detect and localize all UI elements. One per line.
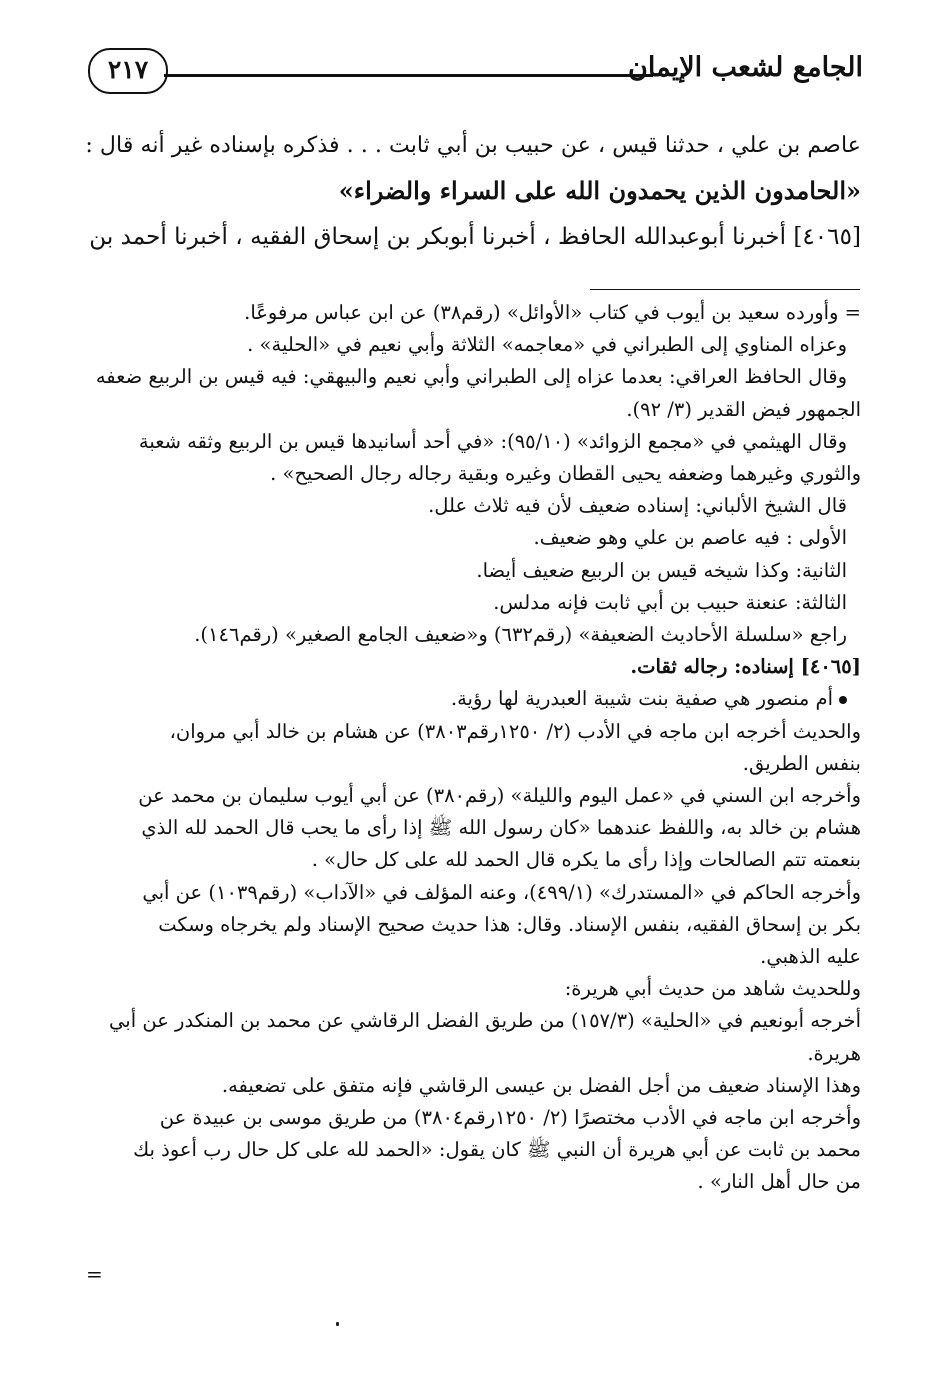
footnote-line: وأخرجه ابن السني في «عمل اليوم والليلة» (رقم٣٨٠) عن أبي أيوب سليمان بن محمد عن	[138, 784, 861, 808]
footnote-line: هريرة.	[807, 1041, 861, 1065]
footnote-line: وقال الهيثمي في «مجمع الزوائد» (٩٥/١٠): «في أحد أسانيدها قيس بن الربيع وثقه شعبة	[138, 429, 847, 453]
footnote-line: بنفس الطريق.	[742, 751, 861, 775]
footnote-separator	[590, 289, 860, 290]
footnote-line: وأخرجه الحاكم في «المستدرك» (٤٩٩/١)، وعنه المؤلف في «الآداب» (رقم١٠٣٩) عن أبي	[142, 880, 861, 904]
footnote-heading: [٤٠٦٥] إسناده: رجاله ثقات.	[630, 655, 861, 679]
footnote-line: والحديث أخرجه ابن ماجه في الأدب (٢/ ١٢٥٠رقم٣٨٠٣) عن هشام بن خالد أبي مروان،	[169, 719, 861, 743]
footnote-line: الثالثة: عنعنة حبيب بن أبي ثابت فإنه مدلس.	[493, 590, 847, 614]
footnote-line: قال الشيخ الألباني: إسناده ضعيف لأن فيه ثلاث علل.	[428, 494, 847, 518]
main-line: [٤٠٦٥] أخبرنا أبوعبدالله الحافظ ، أخبرنا أبوبكر بن إسحاق الفقيه ، أخبرنا أحمد بن	[89, 224, 861, 250]
footnote-line: راجع «سلسلة الأحاديث الضعيفة» (رقم٦٣٢) و«ضعيف الجامع الصغير» (رقم١٤٦).	[194, 623, 847, 647]
footnote-line: وقال الحافظ العراقي: بعدما عزاه إلى الطبراني وأبي نعيم والبيهقي: فيه قيس بن الربيع ضعفه	[95, 365, 847, 389]
scan-speck	[336, 1322, 339, 1326]
bullet-icon	[839, 696, 847, 704]
footnote-line: أخرجه أبونعيم في «الحلية» (١٥٧/٣) من طريق الفضل الرقاشي عن محمد بن المنكدر عن أبي	[109, 1009, 861, 1033]
footnote-line: عليه الذهبي.	[760, 945, 861, 969]
footnote-line: الأولى : فيه عاصم بن علي وهو ضعيف.	[533, 526, 847, 550]
footnote-bullet-line	[80, 683, 861, 715]
main-text	[85, 122, 861, 260]
footnote-line: بكر بن إسحاق الفقيه، بنفس الإسناد. وقال: هذا حديث صحيح الإسناد ولم يخرجاه وسكت	[158, 912, 861, 936]
footnote-line: من حال أهل النار» .	[697, 1170, 861, 1194]
footnote-bullet-text: أم منصور هي صفية بنت شيبة العبدرية لها رؤية.	[450, 687, 833, 711]
header-rule	[164, 74, 653, 77]
footnotes	[80, 297, 861, 1199]
running-title: الجامع لشعب الإيمان	[628, 52, 863, 83]
main-line: عاصم بن علي ، حدثنا قيس ، عن حبيب بن أبي ثابت . . . فذكره بإسناده غير أنه قال :	[85, 132, 861, 158]
hadith-quote: «الحامدون الذين يحمدون الله على السراء والضراء»	[338, 176, 861, 205]
footnote-line: هشام بن خالد به، واللفظ عندهما «كان رسول الله ﷺ إذا رأى ما يحب قال الحمد لله الذي	[141, 816, 861, 840]
page-header	[88, 44, 863, 104]
footnote-line: وعزاه المناوي إلى الطبراني في «معاجمه» الثلاثة وأبي نعيم في «الحلية» .	[247, 333, 847, 357]
continuation-mark: =	[86, 1262, 103, 1286]
footnote-line: محمد بن ثابت عن أبي هريرة أن النبي ﷺ كان يقول: «الحمد لله على كل حال رب أعوذ بك	[133, 1138, 861, 1162]
footnote-line: وأخرجه ابن ماجه في الأدب مختصرًا (٢/ ١٢٥٠رقم٣٨٠٤) من طريق موسى بن عبيدة عن	[159, 1106, 861, 1130]
footnote-line: الثانية: وكذا شيخه قيس بن الربيع ضعيف أيضا.	[476, 558, 847, 582]
footnote-line: الجمهور فيض القدير (٣/ ٩٢).	[626, 397, 861, 421]
footnote-line: وللحديث شاهد من حديث أبي هريرة:	[564, 977, 861, 1001]
page-number: ٢١٧	[88, 48, 168, 94]
footnote-line: والثوري وغيرهما وضعفه يحيى القطان وغيره وبقية رجاله رجال الصحيح» .	[270, 462, 861, 486]
footnote-line: وهذا الإسناد ضعيف من أجل الفضل بن عيسى الرقاشي فإنه متفق على تضعيفه.	[221, 1073, 861, 1097]
footnote-line: = وأورده سعيد بن أيوب في كتاب «الأوائل» (رقم٣٨) عن ابن عباس مرفوعًا.	[244, 301, 861, 324]
footnote-line: بنعمته تتم الصالحات وإذا رأى ما يكره قال الحمد لله على كل حال» .	[311, 848, 861, 872]
